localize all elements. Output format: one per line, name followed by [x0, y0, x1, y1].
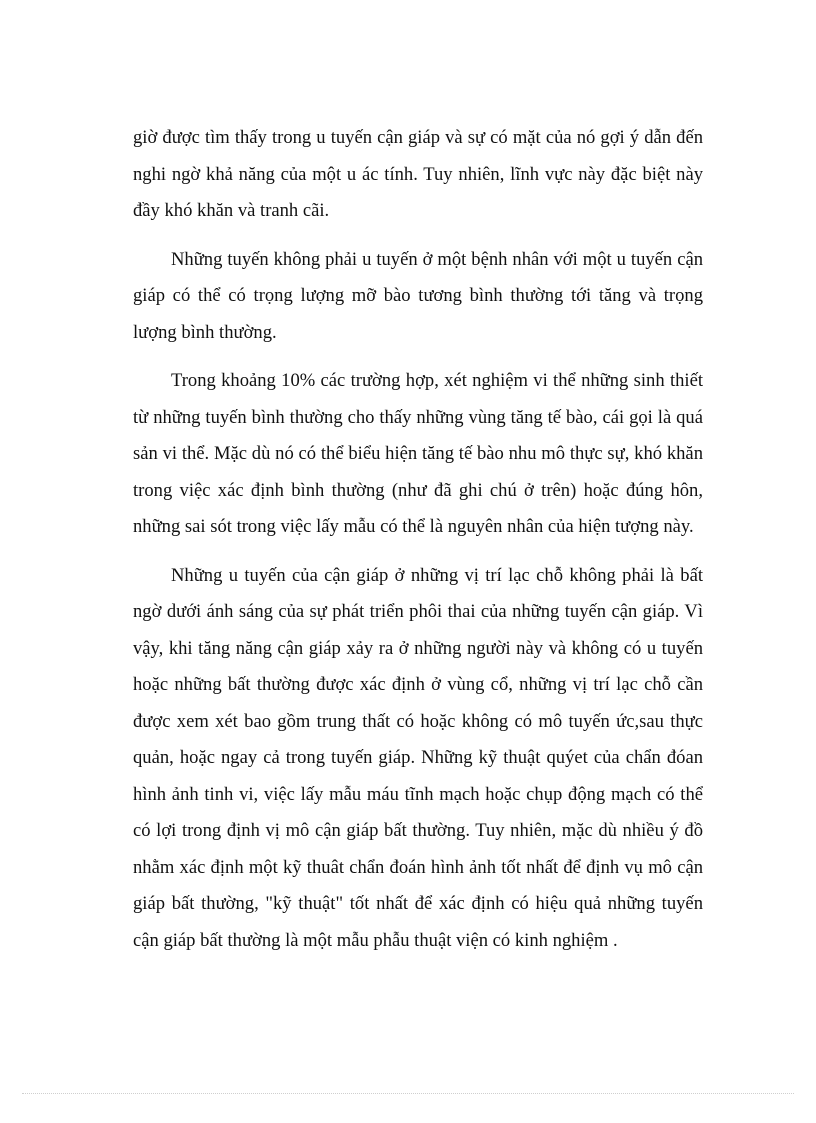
- document-body: [133, 120, 703, 971]
- paragraph-3: Trong khoảng 10% các trường hợp, xét nghiệm vi thể những sinh thiết từ những tuyến bình thường cho thấy những vùng tăng tế bào, cái gọi là quá sản vi thể. Mặc dù nó có thể biểu hiện tăng tế bào nhu mô thực sự, khó khăn trong việc xác định bình thường (như đã ghi chú ở trên) hoặc đúng hôn, những sai sót trong việc lấy mẫu có thể là nguyên nhân của hiện tượng này.: [133, 370, 703, 537]
- paragraph-4: Những u tuyến của cận giáp ở những vị trí lạc chỗ không phải là bất ngờ dưới ánh sáng của sự phát triển phôi thai của những tuyến cận giáp. Vì vậy, khi tăng năng cận giáp xảy ra ở những người này và không có u tuyến hoặc những bất thường được xác định ở vùng cổ, những vị trí lạc chỗ cần được xem xét bao gồm trung thất có hoặc không có mô tuyến ức,sau thực quản, hoặc ngay cả trong tuyến giáp. Những kỹ thuật quýet của chẩn đóan hình ảnh tinh vi, việc lấy mẫu máu tĩnh mạch hoặc chụp động mạch có thể có lợi trong định vị mô cận giáp bất thường. Tuy nhiên, mặc dù nhiều ý đồ nhằm xác định một kỹ thuât chẩn đoán hình ảnh tốt nhất để định vụ mô cận giáp bất thường, "kỹ thuật" tốt nhất để xác định có hiệu quả những tuyến cận giáp bất thường là một mẫu phẫu thuật viện có kinh nghiệm .: [133, 564, 703, 951]
- paragraph-2: Những tuyến không phải u tuyến ở một bệnh nhân với một u tuyến cận giáp có thể có trọng lượng mỡ bào tương bình thường tới tăng và trọng lượng bình thường.: [133, 248, 703, 343]
- page-bottom-divider: [22, 1093, 794, 1094]
- paragraph-1: giờ được tìm thấy trong u tuyến cận giáp và sự có mặt của nó gợi ý dẫn đến nghi ngờ khả năng của một u ác tính. Tuy nhiên, lĩnh vực này đặc biệt này đầy khó khăn và tranh cãi.: [133, 127, 703, 221]
